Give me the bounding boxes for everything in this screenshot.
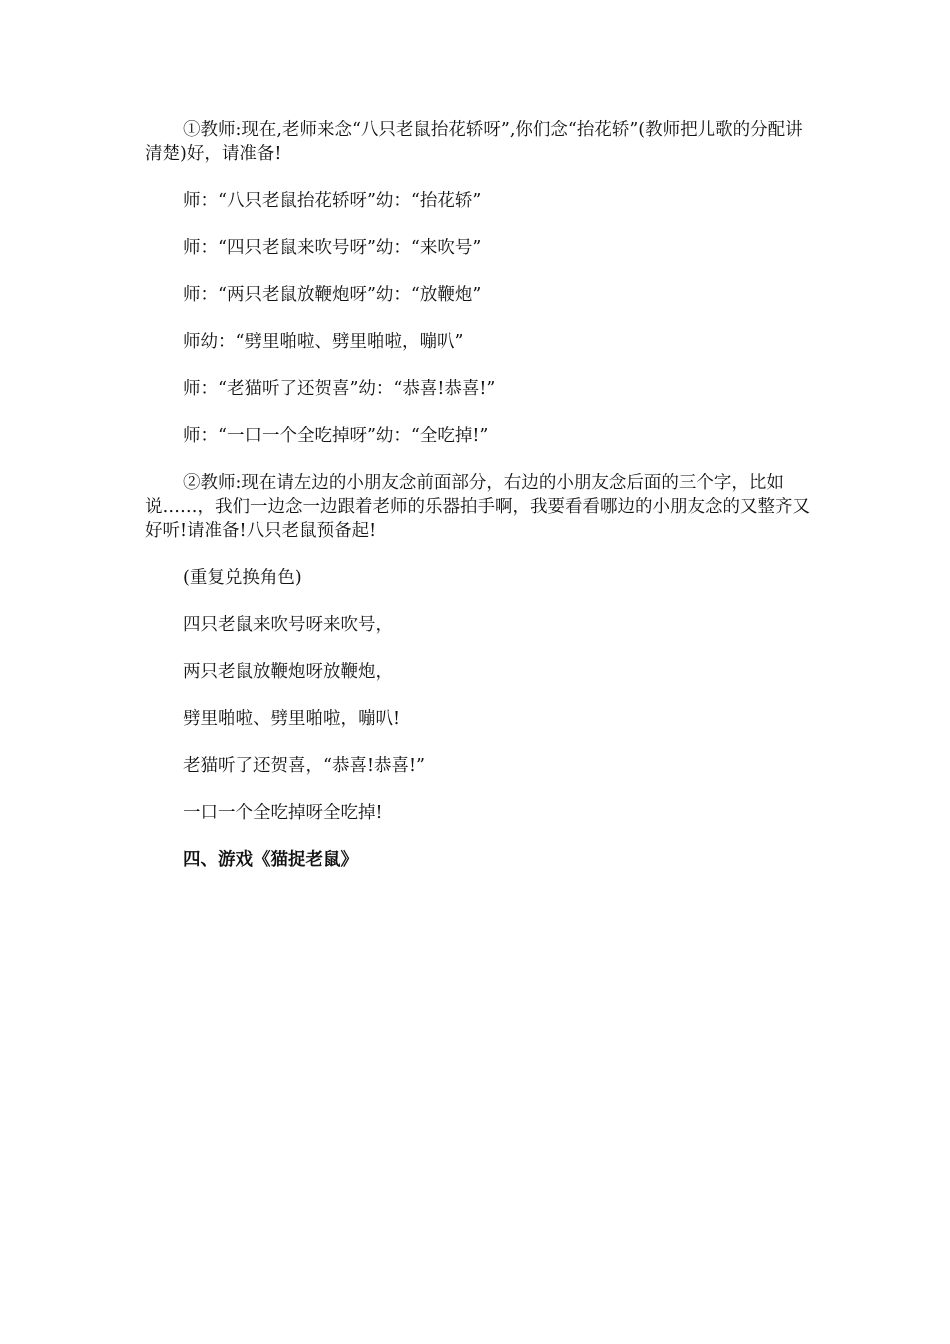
paragraph-teacher-instruction-2: ②教师:现在请左边的小朋友念前面部分，右边的小朋友念后面的三个字，比如说……，我们一边念一边跟着老师的乐器拍手啊，我要看看哪边的小朋友念的又整齐又好听!请准备!八只老鼠预备起! [145,473,810,541]
rhyme-line-3: 劈里啪啦、劈里啪啦，嘣叭! [183,709,401,729]
note-repeat-roles: (重复兑换角色) [183,568,302,588]
document-body [145,118,813,872]
dialogue-line-2: 师：“四只老鼠来吹号呀”幼：“来吹号” [183,238,482,258]
dialogue-line-4: 师幼：“劈里啪啦、劈里啪啦，嘣叭” [183,332,464,352]
dialogue-line-5: 师：“老猫听了还贺喜”幼：“恭喜!恭喜!” [183,379,496,399]
dialogue-line-6: 师：“一口一个全吃掉呀”幼：“全吃掉!” [183,426,489,446]
rhyme-line-2: 两只老鼠放鞭炮呀放鞭炮， [183,662,393,682]
section-heading: 四、游戏《猫捉老鼠》 [183,850,358,870]
dialogue-line-1: 师：“八只老鼠抬花轿呀”幼：“抬花轿” [183,191,482,211]
rhyme-line-1: 四只老鼠来吹号呀来吹号， [183,615,393,635]
rhyme-line-5: 一口一个全吃掉呀全吃掉! [183,803,383,823]
rhyme-line-4: 老猫听了还贺喜，“恭喜!恭喜!” [183,756,425,776]
dialogue-line-3: 师：“两只老鼠放鞭炮呀”幼：“放鞭炮” [183,285,482,305]
paragraph-teacher-instruction-1: ①教师:现在,老师来念“八只老鼠抬花轿呀”,你们念“抬花轿”(教师把儿歌的分配讲清楚)好，请准备! [145,120,803,164]
